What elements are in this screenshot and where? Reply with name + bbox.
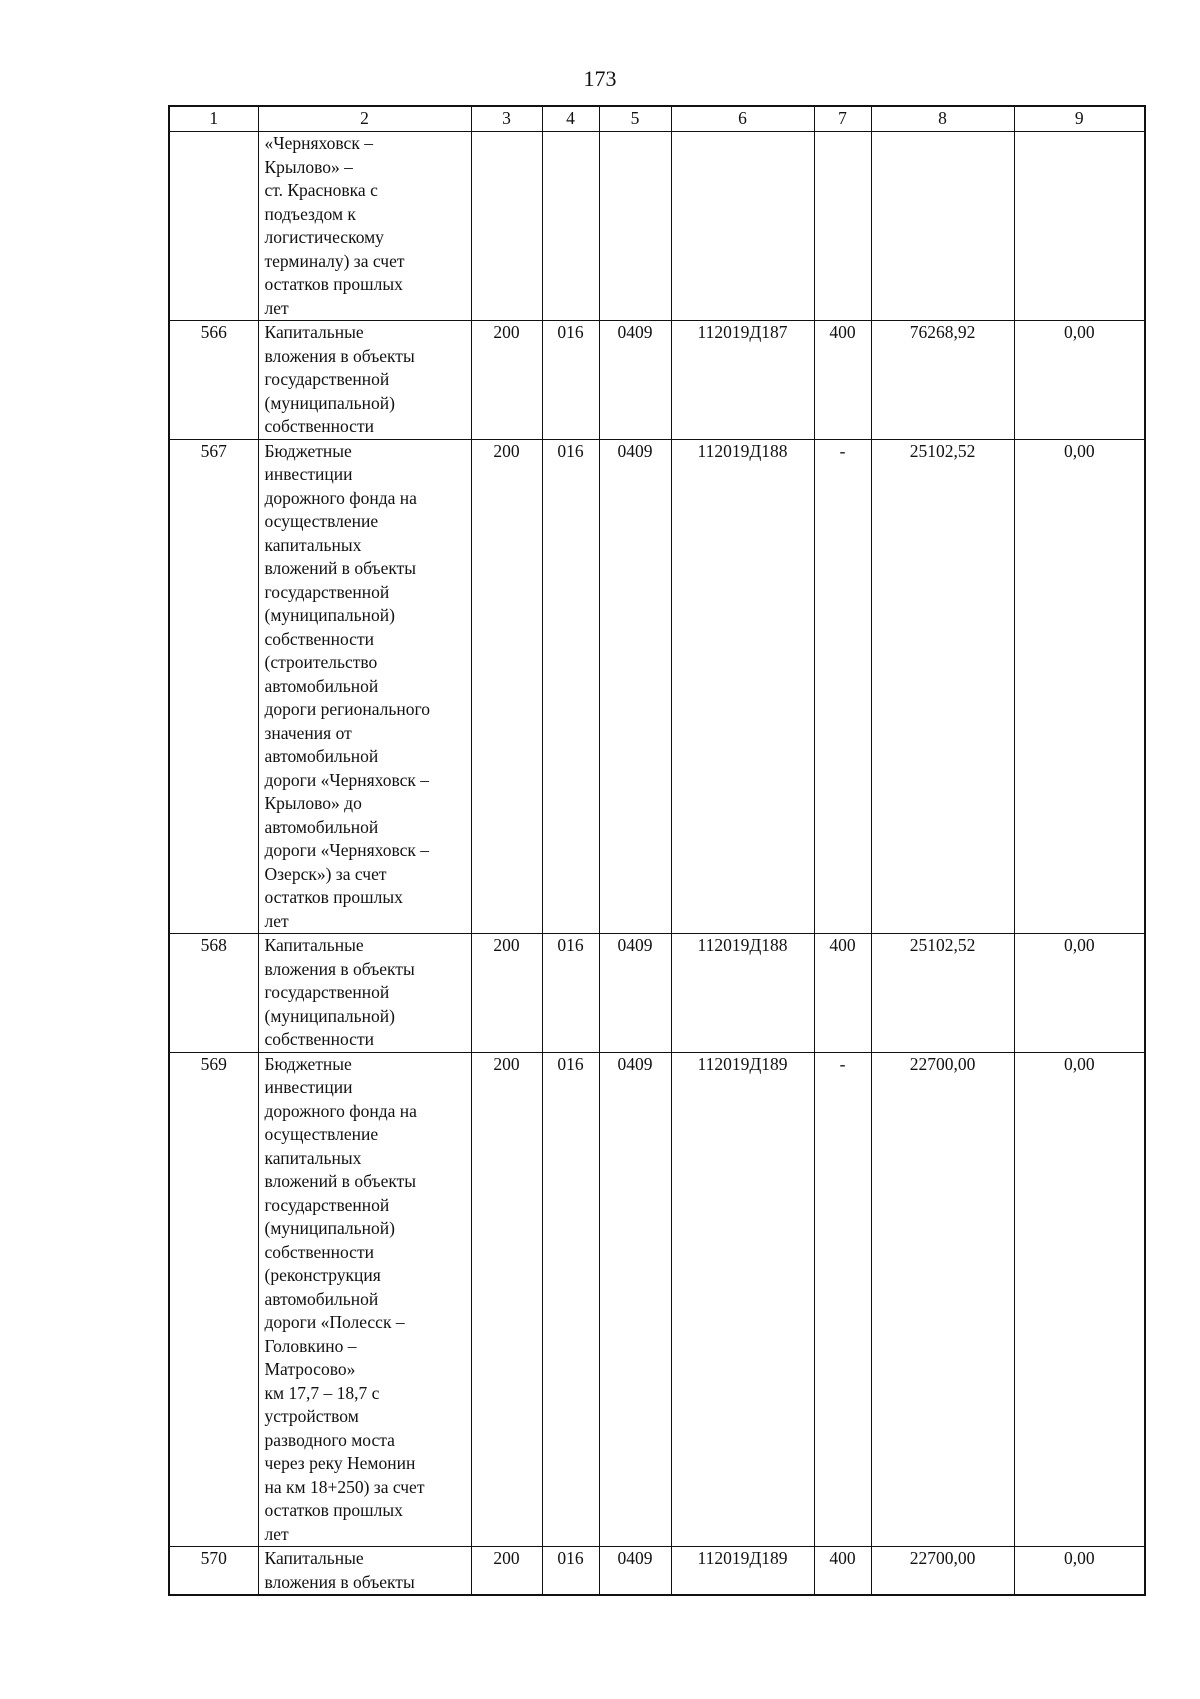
cell-col3: 200 [471, 934, 542, 1053]
cell-col3 [471, 132, 542, 321]
cell-col6 [671, 132, 814, 321]
cell-col7: 400 [814, 934, 871, 1053]
cell-col6: 112019Д187 [671, 321, 814, 440]
cell-col9: 0,00 [1014, 439, 1145, 934]
cell-col4: 016 [542, 439, 599, 934]
item-name: Капитальные вложения в объекты [258, 1547, 471, 1596]
cell-col7: 400 [814, 1547, 871, 1596]
cell-col3: 200 [471, 1547, 542, 1596]
cell-col5: 0409 [599, 321, 671, 440]
column-header: 3 [471, 106, 542, 132]
cell-col4: 016 [542, 1052, 599, 1547]
table-row [169, 1052, 1145, 1547]
cell-col3: 200 [471, 1052, 542, 1547]
cell-col5: 0409 [599, 934, 671, 1053]
item-name: «Черняховск – Крылово» – ст. Красновка с подъездом к логистическому терминалу) за счет остатков прошлых лет [258, 132, 471, 321]
cell-col4 [542, 132, 599, 321]
column-header: 2 [258, 106, 471, 132]
column-header: 6 [671, 106, 814, 132]
cell-col8: 25102,52 [871, 439, 1014, 934]
column-header: 9 [1014, 106, 1145, 132]
cell-col8: 22700,00 [871, 1052, 1014, 1547]
cell-col8: 25102,52 [871, 934, 1014, 1053]
cell-col9: 0,00 [1014, 1052, 1145, 1547]
row-number: 567 [169, 439, 258, 934]
column-header: 1 [169, 106, 258, 132]
cell-col5: 0409 [599, 1052, 671, 1547]
table-row [169, 132, 1145, 321]
row-number: 566 [169, 321, 258, 440]
cell-col7: - [814, 1052, 871, 1547]
column-header: 8 [871, 106, 1014, 132]
cell-col7: - [814, 439, 871, 934]
cell-col3: 200 [471, 439, 542, 934]
column-header: 5 [599, 106, 671, 132]
cell-col5: 0409 [599, 439, 671, 934]
budget-table [168, 105, 1146, 1596]
cell-col9: 0,00 [1014, 1547, 1145, 1596]
cell-col6: 112019Д189 [671, 1052, 814, 1547]
cell-col9 [1014, 132, 1145, 321]
cell-col9: 0,00 [1014, 321, 1145, 440]
item-name: Капитальные вложения в объекты государственной (муниципальной) собственности [258, 321, 471, 440]
cell-col6: 112019Д189 [671, 1547, 814, 1596]
cell-col4: 016 [542, 321, 599, 440]
column-header: 4 [542, 106, 599, 132]
cell-col8: 76268,92 [871, 321, 1014, 440]
cell-col8 [871, 132, 1014, 321]
header-row [169, 106, 1145, 132]
cell-col9: 0,00 [1014, 934, 1145, 1053]
cell-col5 [599, 132, 671, 321]
row-number: 568 [169, 934, 258, 1053]
item-name: Капитальные вложения в объекты государственной (муниципальной) собственности [258, 934, 471, 1053]
cell-col6: 112019Д188 [671, 439, 814, 934]
cell-col5: 0409 [599, 1547, 671, 1596]
cell-col8: 22700,00 [871, 1547, 1014, 1596]
table-row [169, 934, 1145, 1053]
table-row [169, 1547, 1145, 1596]
cell-col7 [814, 132, 871, 321]
cell-col6: 112019Д188 [671, 934, 814, 1053]
cell-col7: 400 [814, 321, 871, 440]
row-number: 569 [169, 1052, 258, 1547]
item-name: Бюджетные инвестиции дорожного фонда на осуществление капитальных вложений в объекты государственной (муниципальной) собственности (строительство автомобильной дороги регионального значения от автомобильной дороги «Черняховск – Крылово» до автомобильной дороги «Черняховск – Озерск») за счет остатков прошлых лет [258, 439, 471, 934]
table-row [169, 439, 1145, 934]
row-number [169, 132, 258, 321]
table-row [169, 321, 1145, 440]
cell-col4: 016 [542, 934, 599, 1053]
cell-col4: 016 [542, 1547, 599, 1596]
row-number: 570 [169, 1547, 258, 1596]
column-header: 7 [814, 106, 871, 132]
page-number: 173 [583, 66, 617, 91]
item-name: Бюджетные инвестиции дорожного фонда на осуществление капитальных вложений в объекты государственной (муниципальной) собственности (реконструкция автомобильной дороги «Полесск – Головкино – Матросово» км 17,7 – 18,7 с устройством разводного моста через реку Немонин на км 18+250) за счет остатков прошлых лет [258, 1052, 471, 1547]
cell-col3: 200 [471, 321, 542, 440]
